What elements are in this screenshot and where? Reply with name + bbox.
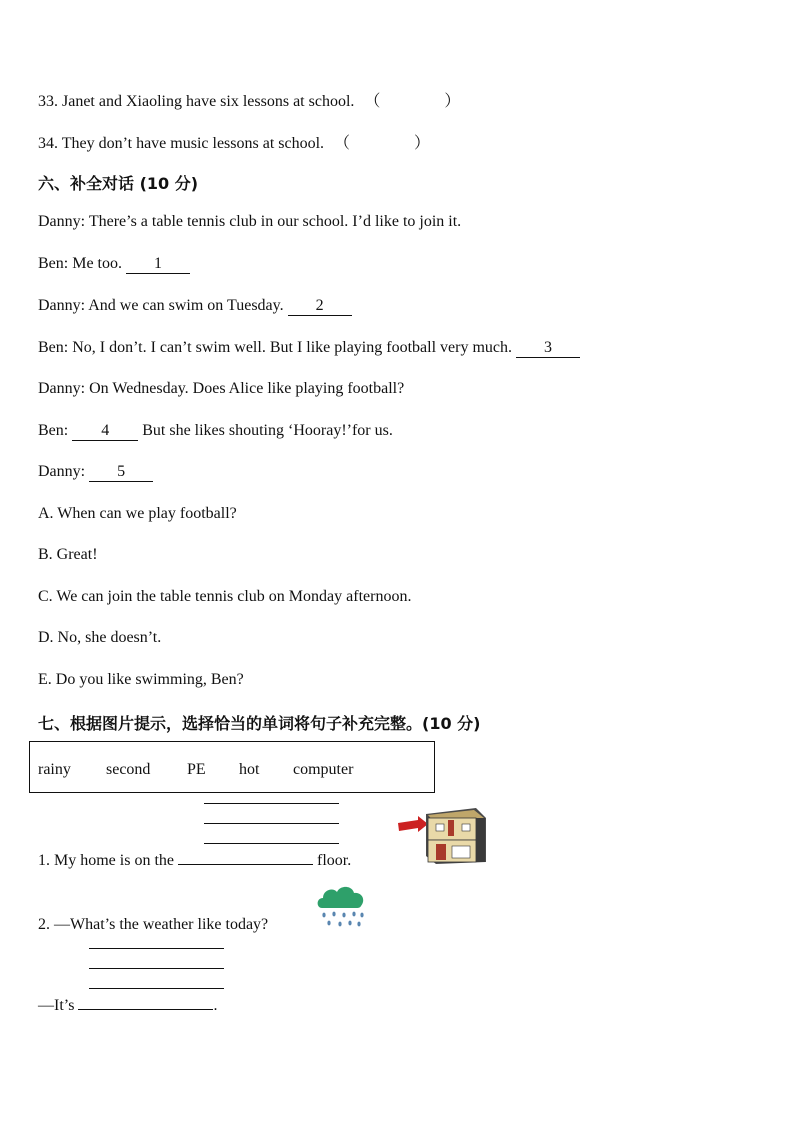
dialogue-text: Danny: And we can swim on Tuesday. <box>38 297 284 314</box>
sentence-1 <box>38 852 351 870</box>
dialogue-blank-4[interactable]: 4 <box>72 423 138 441</box>
sentence-2-period: . <box>213 997 218 1014</box>
writing-line[interactable] <box>204 803 339 804</box>
house-with-arrow-icon <box>396 806 488 866</box>
writing-line[interactable] <box>89 948 224 949</box>
dialogue-text: Danny: There’s a table tennis club in our school. I’d like to join it. <box>38 213 462 230</box>
writing-line[interactable] <box>204 823 339 824</box>
sentence-2-answer-text: —It’s <box>38 997 75 1014</box>
sentence-2-question: 2. —What’s the weather like today? <box>38 916 269 933</box>
section-7-title: 七、根据图片提示，选择恰当的单词将句子补充完整。(10 分) <box>38 714 481 733</box>
dialogue-line-5 <box>38 422 393 441</box>
dialogue-blank-5[interactable]: 5 <box>89 464 153 482</box>
word-bank-box <box>29 741 435 793</box>
dialogue-line-0 <box>38 213 461 231</box>
dialogue-text-after: But she likes shouting ‘Hooray!’for us. <box>142 422 393 439</box>
writing-line[interactable] <box>204 843 339 844</box>
dialogue-line-3 <box>38 339 580 358</box>
option-c: C. We can join the table tennis club on Monday afternoon. <box>38 588 412 605</box>
option-d: D. No, she doesn’t. <box>38 629 162 646</box>
dialogue-line-1 <box>38 255 190 274</box>
question-33-text: 33. Janet and Xiaoling have six lessons at school. <box>38 93 355 110</box>
sentence-1-blank[interactable] <box>178 863 313 865</box>
dialogue-line-2 <box>38 297 352 316</box>
dialogue-blank-3[interactable]: 3 <box>516 340 580 358</box>
dialogue-text: Ben: Me too. <box>38 255 122 272</box>
answer-paren-34[interactable]: （ ） <box>334 135 431 152</box>
word-bank-item: computer <box>293 761 354 778</box>
sentence-1-after: floor. <box>317 852 352 869</box>
section-6-title: 六、补全对话 (10 分) <box>38 174 199 193</box>
question-34 <box>38 130 430 153</box>
dialogue-text: Ben: No, I don’t. I can’t swim well. But I like playing football very much. <box>38 339 512 356</box>
dialogue-blank-2[interactable]: 2 <box>288 298 352 316</box>
answer-paren-33[interactable]: （ ） <box>364 93 461 110</box>
sentence-2-answer <box>38 997 217 1015</box>
sentence-2-blank[interactable] <box>78 1008 213 1010</box>
option-a: A. When can we play football? <box>38 505 237 522</box>
dialogue-line-4 <box>38 380 404 398</box>
dialogue-blank-1[interactable]: 1 <box>126 256 190 274</box>
dialogue-text: Danny: On Wednesday. Does Alice like playing football? <box>38 380 405 397</box>
dialogue-line-6 <box>38 463 153 482</box>
word-bank-item: second <box>106 761 151 778</box>
word-bank-item: PE <box>187 761 206 778</box>
dialogue-text: Ben: <box>38 422 69 439</box>
option-b: B. Great! <box>38 546 98 563</box>
sentence-1-text: 1. My home is on the <box>38 852 174 869</box>
option-e: E. Do you like swimming, Ben? <box>38 671 244 688</box>
question-33 <box>38 88 460 111</box>
word-bank-item: hot <box>239 761 260 778</box>
question-34-text: 34. They don’t have music lessons at school. <box>38 135 325 152</box>
word-bank-item: rainy <box>38 761 71 778</box>
writing-line[interactable] <box>89 968 224 969</box>
rain-cloud-icon <box>314 882 370 930</box>
dialogue-text: Danny: <box>38 463 86 480</box>
writing-line[interactable] <box>89 988 224 989</box>
